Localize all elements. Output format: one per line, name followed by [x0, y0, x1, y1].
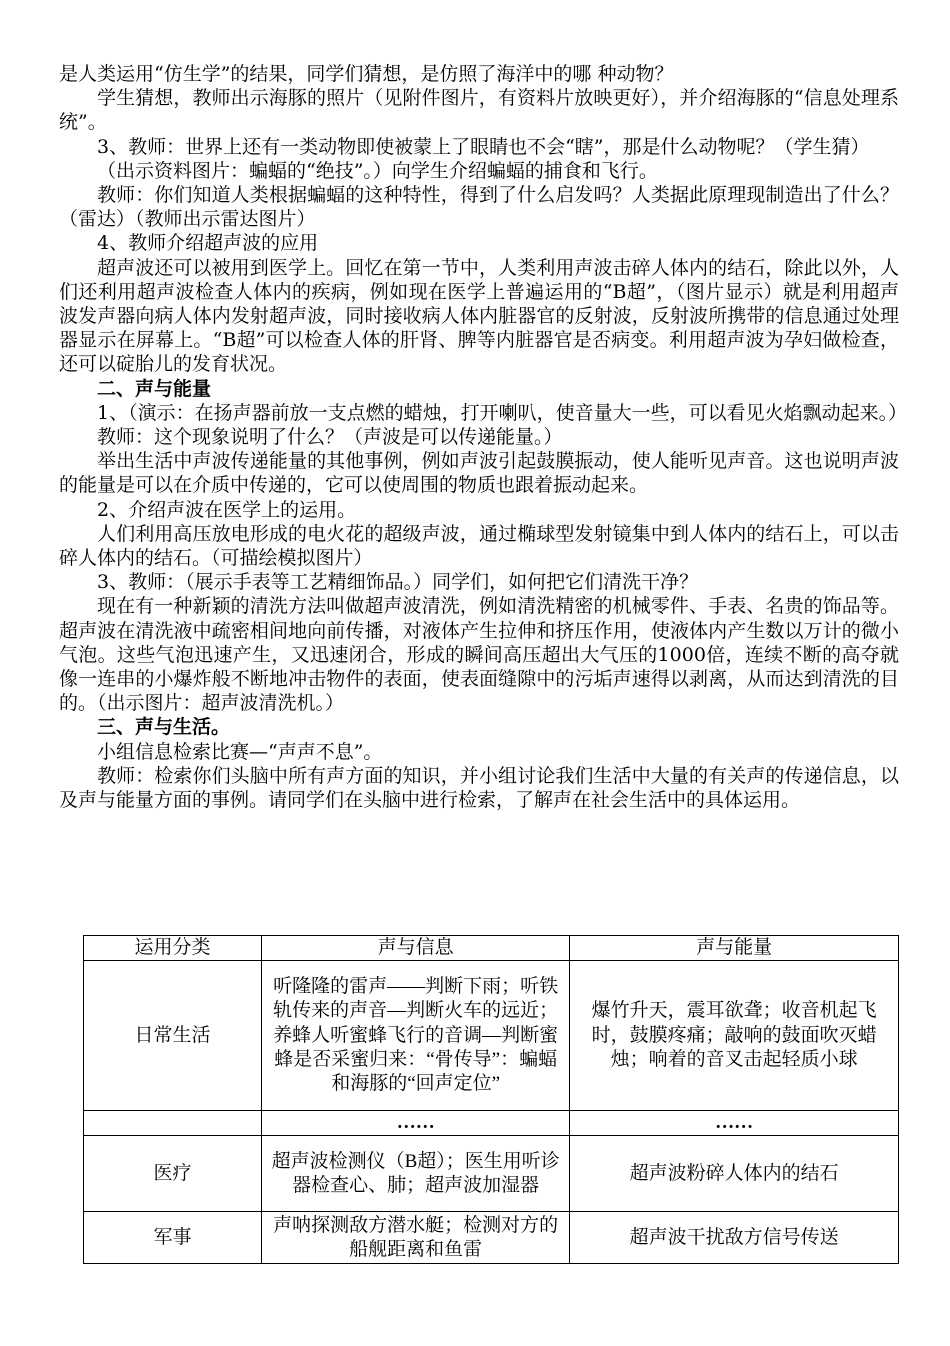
paragraph: 举出生活中声波传递能量的其他事例，例如声波引起鼓膜振动，使人能听见声音。这也说明声波的能量是可以在介质中传递的，它可以使周围的物质也跟着振动起来。	[59, 450, 899, 497]
paragraph: 3、教师：世界上还有一类动物即使被蒙上了眼睛也不会“瞎”，那是什么动物呢？（学生猜）	[97, 135, 870, 158]
table-row	[84, 1111, 899, 1136]
paragraph: （出示资料图片：蝙蝠的“绝技”。）向学生介绍蝙蝠的捕食和飞行。	[97, 159, 658, 182]
row-information: 听隆隆的雷声——判断下雨；听铁轨传来的声音—判断火车的远近；养蜂人听蜜蜂飞行的音调—判断蜜蜂是否采蜜归来：“骨传导”：蝙蝠和海豚的“回声定位”	[262, 961, 570, 1111]
row-energy: ……	[570, 1111, 899, 1136]
paragraph: 4、教师介绍超声波的应用	[97, 232, 319, 255]
row-information: ……	[262, 1111, 570, 1136]
row-category: 医疗	[84, 1136, 262, 1212]
row-category: 日常生活	[84, 961, 262, 1111]
paragraph: 超声波还可以被用到医学上。回忆在第一节中，人类利用声波击碎人体内的结石，除此以外，人们还利用超声波检查人体内的疾病，例如现在医学上普遍运用的“B超”，（图片显示）就是利用超声波发声器向病人体内发射超声波，同时接收病人体内脏器官的反射波，反射波所携带的信息通过处理器显示在屏幕上。“B超”可以检查人体的肝肾、脾等内脏器官是否病变。利用超声波为孕妇做检查，还可以碇胎儿的发育状况。	[59, 256, 899, 376]
header-sound-information: 声与信息	[262, 936, 570, 961]
document-page	[59, 0, 908, 812]
body-text	[59, 62, 908, 812]
paragraph: 1、（演示：在扬声器前放一支点燃的蜡烛，打开喇叭，使音量大一些，可以看见火焰飘动起来。）	[97, 401, 908, 424]
row-energy: 超声波干扰敌方信号传送	[570, 1212, 899, 1264]
header-category: 运用分类	[84, 936, 262, 961]
paragraph: 人们利用高压放电形成的电火花的超级声波，通过椭球型发射镜集中到人体内的结石上，可以击碎人体内的结石。（可描绘模拟图片）	[59, 522, 899, 570]
paragraph: 现在有一种新颖的清洗方法叫做超声波清洗，例如清洗精密的机械零件、手表、名贵的饰品等。超声波在清洗液中疏密相间地向前传播，对液体产生拉伸和挤压作用，使液体内产生数以万计的微小气泡。这些气泡迅速产生，又迅速闭合，形成的瞬间高压超出大气压的1000倍，连续不断的高夺就像一连串的小爆炸般不断地冲击物件的表面，使表面缝隙中的污垢声速得以剥离，从而达到清洗的目的。（出示图片：超声波清洗机。）	[59, 595, 899, 715]
table-row	[84, 1212, 899, 1264]
row-information: 超声波检测仪（B超）；医生用听诊器检查心、肺；超声波加湿器	[262, 1136, 570, 1212]
table-row	[84, 1136, 899, 1212]
paragraph: 教师：你们知道人类根据蝙蝠的这种特性，得到了什么启发吗？人类据此原理现制造出了什么？（雷达）（教师出示雷达图片）	[59, 184, 899, 231]
table-header-row	[84, 936, 899, 961]
row-energy: 爆竹升天，震耳欲聋；收音机起飞时，鼓膜疼痛；敲响的鼓面吹灭蜡烛；响着的音叉击起轻质小球	[570, 961, 899, 1111]
paragraph: 教师：检索你们头脑中所有声方面的知识，并小组讨论我们生活中大量的有关声的传递信息，以及声与能量方面的事例。请同学们在头脑中进行检索，了解声在社会生活中的具体运用。	[59, 764, 899, 812]
paragraph: 学生猜想，教师出示海豚的照片（见附件图片，有资料片放映更好），并介绍海豚的“信息处理系统”。	[59, 87, 899, 134]
paragraph: 是人类运用“仿生学”的结果，同学们猜想，是仿照了海洋中的哪 种动物？	[59, 63, 674, 85]
section-heading: 三、声与生活。	[97, 716, 231, 739]
row-category: 军事	[84, 1212, 262, 1264]
paragraph: 教师：这个现象说明了什么？（声波是可以传递能量。）	[97, 426, 563, 449]
row-category	[84, 1111, 262, 1136]
paragraph: 小组信息检索比赛—“声声不息”。	[97, 740, 383, 763]
application-table	[83, 935, 899, 1264]
section-heading: 二、声与能量	[97, 377, 212, 400]
paragraph: 2、介绍声波在医学上的运用。	[97, 498, 357, 521]
header-sound-energy: 声与能量	[570, 936, 899, 961]
row-information: 声呐探测敌方潜水艇；检测对方的船舰距离和鱼雷	[262, 1212, 570, 1264]
paragraph: 3、教师：（展示手表等工艺精细饰品。）同学们，如何把它们清洗干净？	[97, 571, 699, 594]
table-row	[84, 961, 899, 1111]
row-energy: 超声波粉碎人体内的结石	[570, 1136, 899, 1212]
